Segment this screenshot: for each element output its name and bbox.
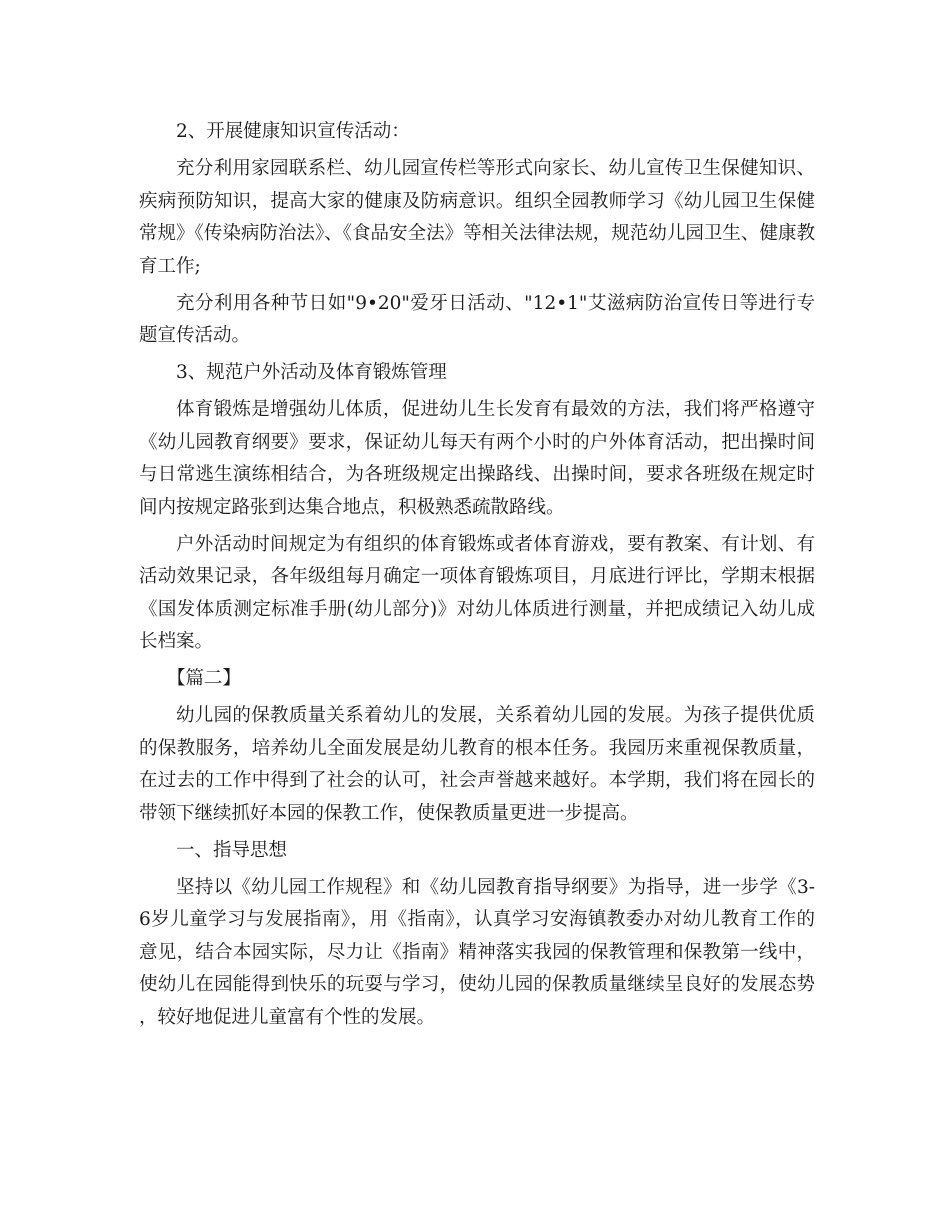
chapter-heading-part-two: 【篇二】	[167, 668, 242, 689]
section-heading-outdoor-activities: 3、规范户外活动及体育锻炼管理	[176, 362, 447, 383]
paragraph-health-knowledge: 充分利用家园联系栏、幼儿园宣传栏等形式向家长、幼儿宣传卫生保健知识、疾病预防知识，提高大家的健康及防病意识。组织全园教师学习《幼儿园卫生保健常规》《传染病防治法》、《食品安全法》等相关法律法规，规范幼儿园卫生、健康教育工作;	[139, 158, 815, 277]
section-heading-health-promotion: 2、开展健康知识宣传活动：	[176, 121, 410, 142]
paragraph-care-quality: 幼儿园的保教质量关系着幼儿的发展，关系着幼儿园的发展。为孩子提供优质的保教服务，培养幼儿全面发展是幼儿教育的根本任务。我园历来重视保教质量，在过去的工作中得到了社会的认可，社会声誉越来越好。本学期，我们将在园长的带领下继续抓好本园的保教工作，使保教质量更进一步提高。	[139, 705, 815, 824]
paragraph-guiding-ideology: 坚持以《幼儿园工作规程》和《幼儿园教育指导纲要》为指导，进一步学《3-6岁儿童学习与发展指南》，用《指南》，认真学习安海镇教委办对幼儿教育工作的意见，结合本园实际，尽力让《指南》精神落实我园的保教管理和保教第一线中，使幼儿在园能得到快乐的玩耍与学习，使幼儿园的保教质量继续呈良好的发展态势，较好地促进儿童富有个性的发展。	[139, 876, 815, 1028]
paragraph-physical-exercise: 体育锻炼是增强幼儿体质，促进幼儿生长发育有最效的方法，我们将严格遵守《幼儿园教育纲要》要求，保证幼儿每天有两个小时的户外体育活动，把出操时间与日常逃生演练相结合，为各班级规定出操路线、出操时间，要求各班级在规定时间内按规定路张到达集合地点，积极熟悉疏散路线。	[139, 399, 815, 518]
paragraph-festival-activities: 充分利用各种节日如"9•20"爱牙日活动、"12•1"艾滋病防治宣传日等进行专题宣传活动。	[139, 292, 815, 346]
paragraph-outdoor-time: 户外活动时间规定为有组织的体育锻炼或者体育游戏，要有教案、有计划、有活动效果记录，各年级组每月确定一项体育锻炼项目，月底进行评比，学期末根据《国发体质测定标准手册(幼儿部分)》对幼儿体质进行测量，并把成绩记入幼儿成长档案。	[139, 533, 815, 652]
document-body	[139, 116, 815, 1039]
section-heading-guiding-ideology: 一、指导思想	[176, 839, 288, 861]
